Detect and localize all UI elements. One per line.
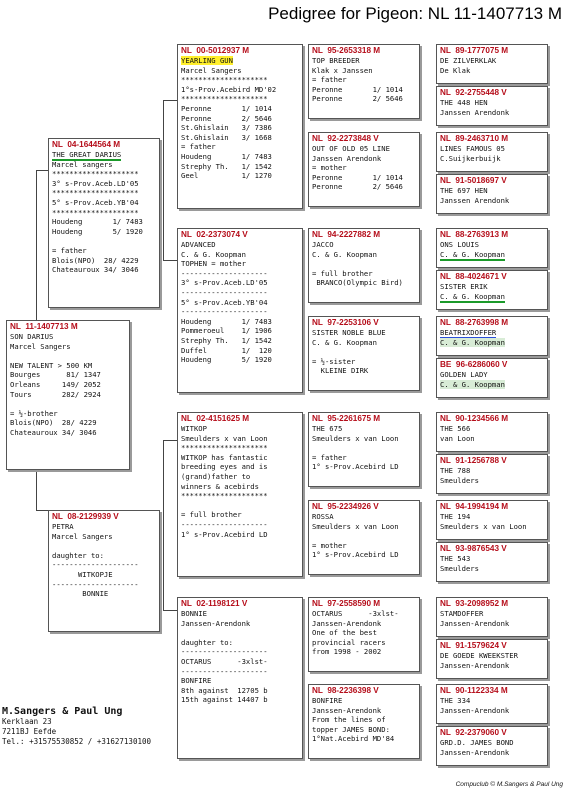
result-line: Tours 282/ 2924 [10, 389, 101, 399]
connector-line [163, 440, 164, 610]
page-title: Pedigree for Pigeon: NL 11-1407713 M [268, 4, 562, 23]
text-line [10, 399, 126, 409]
pigeon-name: THE GREAT DARIUS [52, 150, 122, 159]
connector-line [36, 170, 37, 320]
connector-line [163, 100, 177, 101]
ring-number: NL 88-2763998 M [440, 318, 509, 327]
pigeon-name: SISTER ERIK [440, 282, 488, 291]
text-line: WITKOP has fantastic [181, 452, 268, 462]
breeder: Smeulders [440, 475, 479, 485]
breeder: C. & G. Koopman [312, 249, 377, 259]
sire-card[interactable] [48, 138, 160, 308]
ring-number: NL 91-1579624 V [440, 641, 507, 650]
text-line: -------------------- [52, 560, 139, 570]
pigeon-name: DE ZILVERKLAK [440, 56, 497, 65]
ring-number: NL 89-2463710 M [440, 134, 509, 143]
result-line: St.Ghislain 3/ 1668 [181, 132, 272, 142]
breeder: De Klak [440, 65, 471, 75]
ring-number: NL 02-2373074 V [181, 230, 248, 239]
result-line: Houdeng 5/ 1920 [52, 226, 143, 236]
gen5-card[interactable] [436, 639, 548, 679]
ring-number: NL 93-2098952 M [440, 599, 509, 608]
text-line: ******************** [52, 188, 139, 198]
result-line: Strephy Th. 1/ 1542 [181, 335, 272, 345]
text-line: = father [312, 452, 347, 462]
breeder: Marcel sangers [52, 159, 113, 169]
text-line [52, 236, 156, 246]
pigeon-name: OCTARUS -3xlst- [312, 609, 399, 618]
ring-number: NL 90-1234566 M [440, 414, 509, 423]
breeder: Janssen-Arendonk [312, 618, 382, 628]
pigeon-name: THE 566 [440, 424, 471, 433]
pigeon-name: THE 334 [440, 696, 471, 705]
great-grandparent-card[interactable] [308, 412, 420, 487]
breeder: Janssen Arendonk [440, 195, 510, 205]
text-line: NEW TALENT > 500 KM [10, 360, 93, 370]
gen5-card[interactable] [436, 132, 548, 172]
ring-number: NL 93-9876543 V [440, 544, 507, 553]
breeder: C. & G. Koopman [312, 337, 377, 347]
text-line: KLEINE DIRK [312, 366, 369, 376]
pigeon-name: STAMDOFFER [440, 609, 484, 618]
gen5-card[interactable] [436, 358, 548, 398]
result-line: Geel 1/ 1270 [181, 171, 272, 181]
breeder: Smeulders x van Loon [181, 433, 268, 443]
pigeon-name: BONFIRE [312, 696, 343, 705]
breeder: Smeulders x van Loon [440, 521, 527, 531]
result-line: Blois(NPO) 28/ 4229 [10, 418, 97, 428]
result-line: Strephy Th. 1/ 1542 [181, 161, 272, 171]
gen5-card[interactable] [436, 174, 548, 214]
result-line: St.Ghislain 3/ 7386 [181, 123, 272, 133]
pigeon-name: JACCO [312, 240, 334, 249]
text-line [10, 351, 126, 361]
ring-number: NL 92-2379060 V [440, 728, 507, 737]
ring-number: BE 96-6286060 V [440, 360, 508, 369]
great-grandparent-card[interactable] [308, 500, 420, 575]
pigeon-name: THE 194 [440, 512, 471, 521]
result-line: Blois(NPO) 28/ 4229 [52, 255, 139, 265]
text-line: -------------------- [52, 579, 139, 589]
text-line: 1° s-Prov.Acebird LD [312, 462, 399, 472]
text-line [181, 628, 299, 638]
result-line: Peronne 2/ 5646 [181, 113, 272, 123]
text-line: -------------------- [181, 307, 268, 317]
text-line: -------------------- [181, 519, 268, 529]
pigeon-name: YEARLING GUN [181, 56, 233, 65]
pigeon-name: LINES FAMOUS 05 [440, 144, 505, 153]
pigeon-name: BONNIE [181, 609, 207, 618]
connector-line [163, 100, 164, 260]
text-line: 1°s-Prov.Acebird MD'02 [181, 84, 277, 94]
owner-city: 7211BJ Eefde [2, 727, 57, 736]
ring-number: NL 98-2236398 V [312, 686, 379, 695]
pigeon-name: THE 448 HEN [440, 98, 488, 107]
result-line: Peronne 1/ 1014 [181, 103, 272, 113]
text-line: 3° s-Prov.Aceb.LD'05 [181, 278, 268, 288]
breeder: C. & G. Koopman [440, 249, 505, 259]
gen5-card[interactable] [436, 270, 548, 310]
breeder: Smeulders x van Loon [312, 433, 399, 443]
text-line: = father [52, 245, 87, 255]
pigeon-name: ROSSA [312, 512, 334, 521]
result-line: Houdeng 1/ 7483 [181, 151, 272, 161]
breeder: C. & G. Koopman [440, 379, 505, 389]
breeder: Janssen-Arendonk [312, 705, 382, 715]
text-line: ******************** [181, 491, 268, 501]
text-line: 1° s-Prov.Acebird LD [312, 550, 399, 560]
breeder: Janssen-Arendonk [181, 618, 251, 628]
text-line: = mother [312, 163, 347, 173]
breeder: van Loon [440, 433, 475, 443]
pigeon-name: THE 697 HEN [440, 186, 488, 195]
text-line [312, 347, 416, 357]
text-line: = ½-brother [10, 408, 58, 418]
gen5-card[interactable] [436, 44, 548, 84]
dam-card[interactable] [48, 510, 160, 632]
great-grandparent-card[interactable] [308, 44, 420, 119]
pigeon-name: PETRA [52, 522, 74, 531]
gen5-card[interactable] [436, 684, 548, 724]
text-line: 5° s-Prov.Aceb.YB'04 [181, 297, 268, 307]
breeder: Janssen-Arendonk [440, 618, 510, 628]
ring-number: NL 08-2129939 V [52, 512, 119, 521]
text-line: BONFIRE [181, 676, 212, 686]
text-line: ******************** [181, 94, 268, 104]
breeder: Janssen-Arendonk [440, 747, 510, 757]
pigeon-name: TOP BREEDER [312, 56, 360, 65]
great-grandparent-card[interactable] [308, 228, 420, 303]
pigeon-name: ONS LOUIS [440, 240, 479, 249]
text-line: One of the best [312, 628, 377, 638]
result-line: Houdeng 5/ 1920 [181, 355, 272, 365]
result-line: 15th against 14407 b [181, 695, 268, 705]
text-line: -------------------- [181, 647, 268, 657]
text-line: topper JAMES BOND: [312, 724, 390, 734]
gen5-card[interactable] [436, 86, 548, 126]
ring-number: NL 97-2558590 M [312, 599, 381, 608]
connector-line [163, 440, 177, 441]
breeder: Marcel Sangers [52, 531, 113, 541]
subject-card[interactable] [6, 320, 130, 470]
text-line: ******************** [181, 75, 268, 85]
text-line: = father [181, 142, 216, 152]
text-line: -------------------- [181, 666, 268, 676]
ring-number: NL 02-1198121 V [181, 599, 248, 608]
gen5-card[interactable] [436, 500, 548, 540]
text-line [312, 531, 416, 541]
breeder: Smeulders [440, 563, 479, 573]
owner-phone: Tel.: +31575530852 / +31627130100 [2, 737, 152, 746]
text-line: 1° s-Prov.Acebird LD [181, 529, 268, 539]
result-line: Peronne 1/ 1014 [312, 84, 403, 94]
result-line: Chateauroux 34/ 3046 [10, 427, 97, 437]
text-line: winners & acebirds [181, 481, 259, 491]
text-line [181, 501, 299, 511]
breeder: Janssen-Arendonk [440, 660, 510, 670]
text-line: WITKOPJE [52, 569, 113, 579]
connector-line [163, 610, 177, 611]
connector-line [36, 470, 37, 510]
pigeon-name: OUT OF OLD 05 LINE [312, 144, 390, 153]
text-line: BRANCO(Olympic Bird) [312, 278, 403, 288]
result-line: 8th against 12705 b [181, 685, 268, 695]
text-line: = mother [312, 540, 347, 550]
result-line: Chateauroux 34/ 3046 [52, 265, 139, 275]
breeder: Janssen Arendonk [440, 107, 510, 117]
ring-number: NL 95-2234926 V [312, 502, 379, 511]
connector-line [163, 260, 177, 261]
great-grandparent-card[interactable] [308, 684, 420, 759]
text-line: breeding eyes and is [181, 462, 268, 472]
result-line: Peronne 1/ 1014 [312, 172, 403, 182]
text-line: OCTARUS -3xlst- [181, 656, 268, 666]
gen5-card[interactable] [436, 726, 548, 766]
pigeon-name: WITKOP [181, 424, 207, 433]
text-line: = father [312, 75, 347, 85]
breeder: C. & G. Koopman [440, 291, 505, 301]
result-line: Peronne 2/ 5646 [312, 94, 403, 104]
text-line [312, 259, 416, 269]
owner-street: Kerklaan 23 [2, 717, 52, 726]
breeder: C.Suijkerbuijk [440, 153, 501, 163]
pigeon-name: GOLDEN LADY [440, 370, 488, 379]
breeder: Smeulders x van Loon [312, 521, 399, 531]
ring-number: NL 90-1122334 M [440, 686, 508, 695]
breeder: C. & G. Koopman [181, 249, 246, 259]
gen5-card[interactable] [436, 412, 548, 452]
text-line: 5° s-Prov.Aceb.YB'04 [52, 197, 139, 207]
pigeon-name: THE 788 [440, 466, 471, 475]
pigeon-name: SON DARIUS [10, 332, 54, 341]
breeder: Janssen Arendonk [312, 153, 382, 163]
text-line: = full brother [312, 268, 373, 278]
pigeon-name: THE 675 [312, 424, 343, 433]
ring-number: NL 04-1644564 M [52, 140, 121, 149]
text-line [52, 541, 156, 551]
pigeon-name: ADVANCED [181, 240, 216, 249]
ring-number: NL 92-2273848 V [312, 134, 379, 143]
breeder: Marcel Sangers [10, 341, 71, 351]
pigeon-name: DE GOEDE KWEEKSTER [440, 651, 518, 660]
text-line: -------------------- [181, 268, 268, 278]
owner-block [2, 706, 242, 747]
text-line: TOPHEN = mother [181, 259, 246, 269]
footer-credit: Compuclub © M.Sangers & Paul Ung [455, 781, 563, 788]
great-grandparent-card[interactable] [308, 132, 420, 207]
grandparent-card[interactable] [177, 412, 303, 577]
ring-number: NL 11-1407713 M [10, 322, 78, 331]
great-grandparent-card[interactable] [308, 316, 420, 391]
text-line: from 1998 - 2002 [312, 647, 382, 657]
text-line: 3° s-Prov.Aceb.LD'05 [52, 178, 139, 188]
breeder: Klak x Janssen [312, 65, 373, 75]
ring-number: NL 91-5018697 V [440, 176, 507, 185]
breeder: Janssen-Arendonk [440, 705, 510, 715]
owner-name: M.Sangers & Paul Ung [2, 706, 123, 717]
ring-number: NL 95-2261675 M [312, 414, 381, 423]
ring-number: NL 88-2763913 M [440, 230, 509, 239]
ring-number: NL 94-2227882 M [312, 230, 381, 239]
pigeon-name: GRD.D. JAMES BOND [440, 738, 514, 747]
text-line: ******************** [52, 169, 139, 179]
ring-number: NL 91-1256788 V [440, 456, 507, 465]
text-line: ******************** [181, 443, 268, 453]
text-line: From the lines of [312, 715, 386, 725]
text-line [312, 443, 416, 453]
text-line: provincial racers [312, 637, 386, 647]
ring-number: NL 02-4151625 M [181, 414, 250, 423]
text-line: BONNIE [52, 589, 109, 599]
ring-number: NL 95-2653318 M [312, 46, 381, 55]
ring-number: NL 97-2253106 V [312, 318, 379, 327]
result-line: Orleans 149/ 2052 [10, 379, 101, 389]
ring-number: NL 92-2755448 V [440, 88, 507, 97]
pigeon-name: THE 543 [440, 554, 471, 563]
ring-number: NL 94-1994194 M [440, 502, 509, 511]
great-grandparent-card[interactable] [308, 597, 420, 672]
result-line: Peronne 2/ 5646 [312, 182, 403, 192]
text-line: daughter to: [52, 550, 104, 560]
text-line: 1°Nat.Acebird MD'84 [312, 734, 395, 744]
grandparent-card[interactable] [177, 44, 303, 209]
text-line: -------------------- [181, 287, 268, 297]
pigeon-name: BEATRIXDOFFER [440, 328, 497, 337]
gen5-card[interactable] [436, 597, 548, 637]
gen5-card[interactable] [436, 454, 548, 494]
ring-number: NL 89-1777075 M [440, 46, 509, 55]
pigeon-name: SISTER NOBLE BLUE [312, 328, 386, 337]
text-line: daughter to: [181, 637, 233, 647]
text-line: = ½-sister [312, 356, 356, 366]
breeder: Marcel Sangers [181, 65, 242, 75]
result-line: Houdeng 1/ 7483 [52, 217, 143, 227]
ring-number: NL 00-5012937 M [181, 46, 250, 55]
text-line: = full brother [181, 510, 242, 520]
grandparent-card[interactable] [177, 228, 303, 393]
gen5-card[interactable] [436, 542, 548, 582]
text-line: (grand)father to [181, 471, 251, 481]
ring-number: NL 88-4024671 V [440, 272, 507, 281]
text-line: ******************** [52, 207, 139, 217]
result-line: Pommeroeul 1/ 1906 [181, 326, 272, 336]
result-line: Duffel 1/ 120 [181, 345, 272, 355]
gen5-card[interactable] [436, 316, 548, 356]
gen5-card[interactable] [436, 228, 548, 268]
result-line: Houdeng 1/ 7483 [181, 316, 272, 326]
result-line: Bourges 81/ 1347 [10, 370, 101, 380]
breeder: C. & G. Koopman [440, 337, 505, 347]
